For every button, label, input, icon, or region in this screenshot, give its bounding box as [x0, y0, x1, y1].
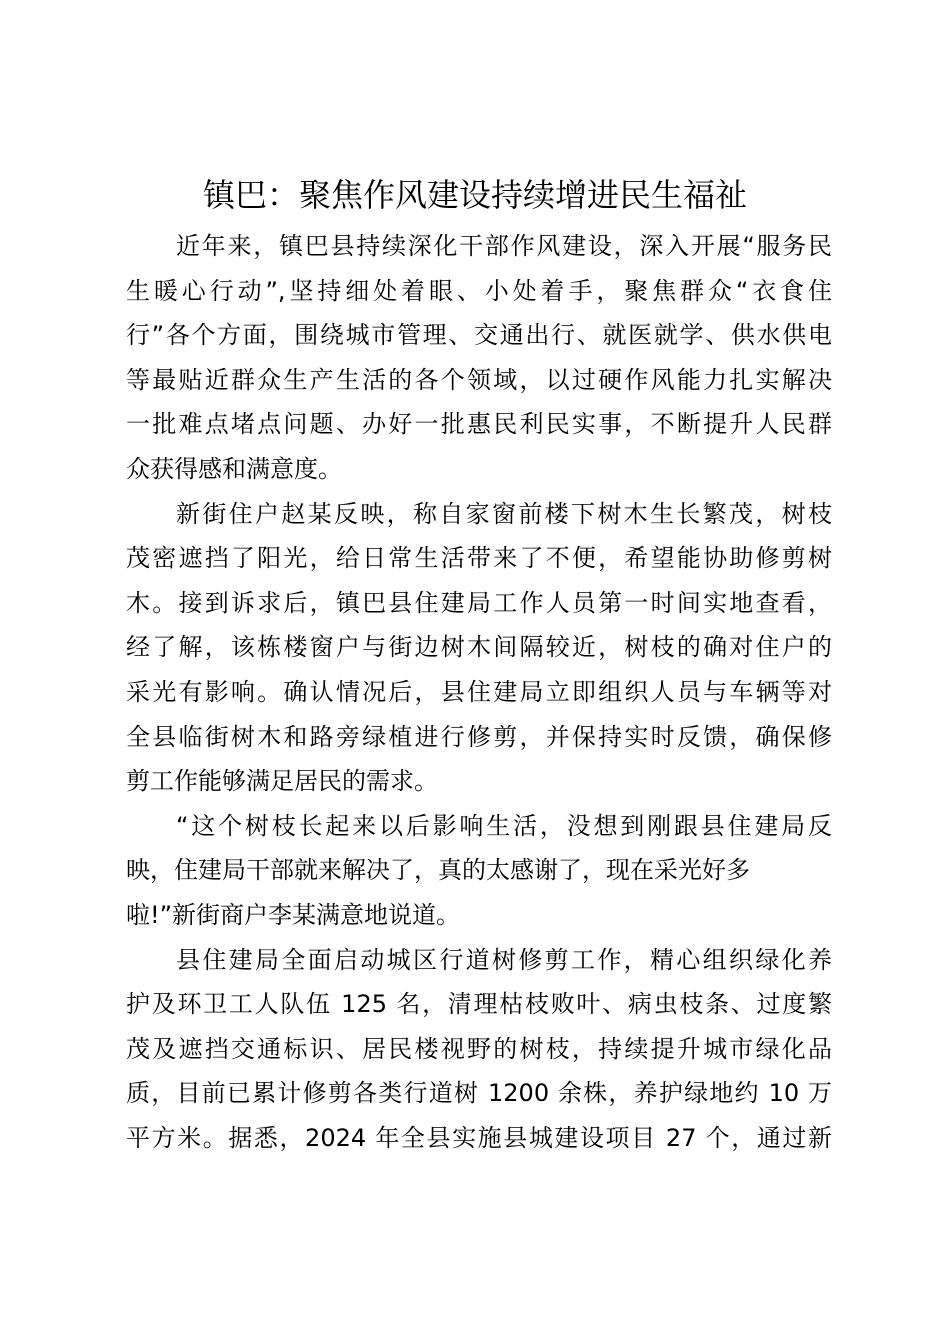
text-line: 映，住建局干部就来解决了，真的太感谢了，现在采光好多 — [126, 856, 750, 885]
text-line: 生暖心行动”,坚持细处着眼、小处着手，聚焦群众“衣食住 — [126, 276, 832, 305]
text-line: 采光有影响。确认情况后，县住建局立即组织人员与车辆等对 — [126, 677, 832, 706]
article-body — [126, 224, 832, 1160]
text-line: 一批难点堵点问题、办好一批惠民利民实事，不断提升人民群 — [126, 410, 832, 439]
text-line: 全县临街树木和路旁绿植进行修剪，并保持实时反馈，确保修 — [126, 722, 832, 751]
text-line: 茂密遮挡了阳光，给日常生活带来了不便，希望能协助修剪树 — [126, 544, 832, 573]
text-line: 近年来，镇巴县持续深化干部作风建设，深入开展“服务民 — [176, 232, 832, 260]
text-line: 剪工作能够满足居民的需求。 — [126, 767, 438, 796]
text-line: 平方米。据悉，2024 年全县实施县城建设项目 27 个，通过新 — [126, 1123, 832, 1152]
text-line: 护及环卫工人队伍 125 名，清理枯枝败叶、病虫枝条、过度繁 — [126, 990, 832, 1019]
text-line: “这个树枝长起来以后影响生活，没想到刚跟县住建局反 — [176, 811, 832, 840]
paragraph-resident-report — [126, 492, 832, 804]
text-line: 茂及遮挡交通标识、居民楼视野的树枝，持续提升城市绿化品 — [126, 1034, 832, 1063]
text-line: 质，目前已累计修剪各类行道树 1200 余株，养护绿地约 10 万 — [126, 1079, 832, 1108]
text-line: 等最贴近群众生产生活的各个领域，以过硬作风能力扎实解决 — [126, 365, 832, 394]
paragraph-intro — [126, 224, 832, 492]
text-line: 县住建局全面启动城区行道树修剪工作，精心组织绿化养 — [176, 945, 832, 974]
text-line: 啦!”新街商户李某满意地说道。 — [126, 900, 461, 929]
paragraph-quote — [126, 804, 832, 938]
text-line: 众获得感和满意度。 — [126, 454, 342, 483]
text-line: 木。接到诉求后，镇巴县住建局工作人员第一时间实地查看， — [126, 588, 832, 617]
text-line: 行”各个方面，围绕城市管理、交通出行、就医就学、供水供电 — [126, 321, 832, 350]
text-line: 经了解，该栋楼窗户与街边树木间隔较近，树枝的确对住户的 — [126, 633, 832, 662]
text-line: 新街住户赵某反映，称自家窗前楼下树木生长繁茂，树枝 — [176, 499, 832, 528]
article-title: 镇巴：聚焦作风建设持续增进民生福祉 — [202, 176, 747, 214]
paragraph-pruning-work — [126, 938, 832, 1161]
